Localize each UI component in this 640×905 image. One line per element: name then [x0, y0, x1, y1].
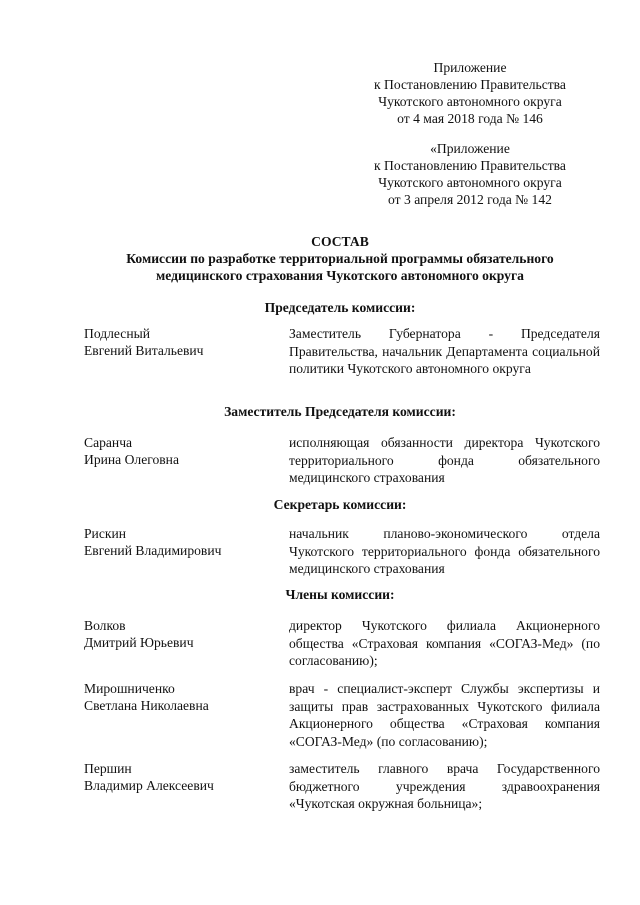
- member-given-names: Светлана Николаевна: [84, 698, 209, 713]
- member-role: врач - специалист-эксперт Службы экспертизы и защиты прав застрахованных Чукотского филиала Акционерного общества «Страховая компания «СОГАЗ-Мед» (по согласованию);: [289, 681, 600, 749]
- member-role: Заместитель Губернатора - Председателя Правительства, начальник Департамента социальной политики Чукотского автономного округа: [289, 326, 600, 376]
- section-heading-deputy: Заместитель Председателя комиссии:: [224, 404, 456, 419]
- member-given-names: Дмитрий Юрьевич: [84, 635, 194, 650]
- annex-date-number: от 3 апреля 2012 года № 142: [388, 192, 552, 207]
- member-surname: Мирошниченко: [84, 681, 175, 696]
- member-given-names: Владимир Алексеевич: [84, 778, 214, 793]
- member-surname: Волков: [84, 618, 126, 633]
- member-name: [84, 525, 274, 559]
- section-heading-chair: Председатель комиссии:: [264, 300, 416, 315]
- member-role: исполняющая обязанности директора Чукотского территориального фонда обязательного медицинского страхования: [289, 435, 600, 485]
- annex-header-previous: [360, 140, 580, 208]
- annex-region: Чукотского автономного округа: [378, 94, 562, 109]
- annex-date-number: от 4 мая 2018 года № 146: [397, 111, 543, 126]
- annex-header-current: [360, 59, 580, 127]
- member-surname: Першин: [84, 761, 132, 776]
- annex-resolution-ref: к Постановлению Правительства: [374, 158, 566, 173]
- section-heading-secretary: Секретарь комиссии:: [273, 497, 407, 512]
- member-role: заместитель главного врача Государственного бюджетного учреждения здравоохранения «Чукотская окружная больница»;: [289, 761, 600, 811]
- title-line: медицинского страхования Чукотского автономного округа: [156, 268, 524, 283]
- member-surname: Подлесный: [84, 326, 151, 341]
- member-name: [84, 680, 274, 714]
- member-name: [84, 760, 274, 794]
- annex-resolution-ref: к Постановлению Правительства: [374, 77, 566, 92]
- member-role: начальник планово-экономического отдела Чукотского территориального фонда обязательного медицинского страхования: [289, 526, 600, 576]
- member-role: директор Чукотского филиала Акционерного общества «Страховая компания «СОГАЗ-Мед» (по согласованию);: [289, 618, 600, 668]
- member-name: [84, 434, 274, 468]
- section-heading-members: Члены комиссии:: [285, 587, 395, 602]
- member-given-names: Евгений Владимирович: [84, 543, 222, 558]
- annex-region: Чукотского автономного округа: [378, 175, 562, 190]
- title-line: Комиссии по разработке территориальной программы обязательного: [126, 251, 554, 266]
- member-name: [84, 617, 274, 651]
- member-surname: Саранча: [84, 435, 133, 450]
- member-surname: Рискин: [84, 526, 127, 541]
- member-given-names: Евгений Витальевич: [84, 343, 204, 358]
- member-name: [84, 325, 274, 359]
- annex-label: Приложение: [433, 60, 507, 75]
- title-heading: СОСТАВ: [311, 234, 369, 249]
- member-given-names: Ирина Олеговна: [84, 452, 179, 467]
- annex-label: «Приложение: [430, 141, 510, 156]
- document-title: [60, 233, 620, 284]
